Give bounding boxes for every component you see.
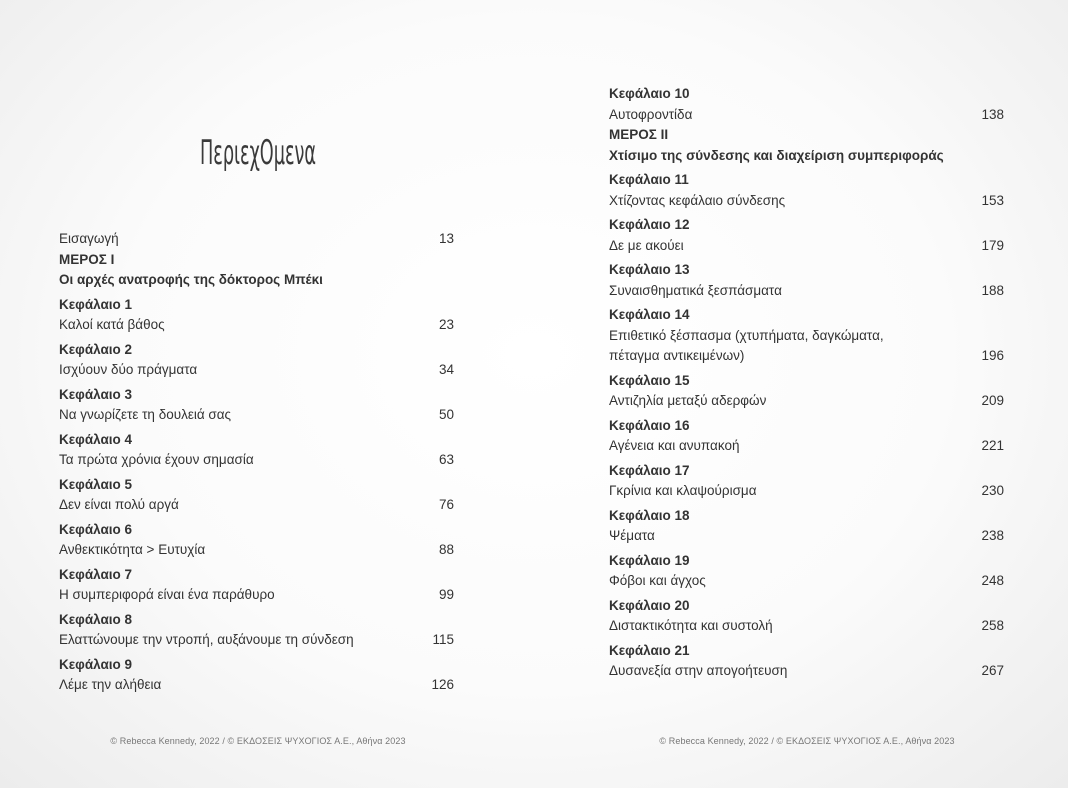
toc-entry-title: Καλοί κατά βάθος — [59, 317, 165, 332]
toc-entry-title: Κεφάλαιο 15 — [609, 372, 690, 388]
toc-entry-title: Εισαγωγή — [59, 231, 119, 246]
toc-entry-title: Οι αρχές ανατροφής της δόκτορος Μπέκι — [59, 272, 323, 287]
toc-entry-title: Κεφάλαιο 10 — [609, 86, 690, 101]
toc-entry-title: Επιθετικό ξέσπασμα (χτυπήματα, δαγκώματα, — [609, 327, 884, 343]
right-page — [534, 0, 1068, 788]
toc-heading — [609, 596, 1004, 617]
toc-list-right — [609, 84, 1004, 682]
toc-page-number: 196 — [981, 348, 1004, 363]
toc-heading — [59, 430, 454, 451]
toc-entry-title: Κεφάλαιο 12 — [609, 217, 690, 232]
toc-page-number: 179 — [981, 237, 1004, 253]
toc-page-number: 88 — [438, 542, 454, 557]
toc-entry-title: Ισχύουν δύο πράγματα — [59, 362, 198, 377]
toc-entry-title: Να γνωρίζετε τη δουλειά σας — [59, 407, 232, 422]
toc-entry — [59, 315, 454, 336]
toc-page-number: 99 — [438, 587, 454, 602]
toc-entry-title: Κεφάλαιο 19 — [609, 552, 690, 568]
toc-entry — [59, 630, 454, 651]
toc-heading — [609, 506, 1004, 527]
toc-entry-title: Κεφάλαιο 7 — [59, 566, 133, 582]
toc-entry-title: Κεφάλαιο 4 — [59, 431, 133, 447]
toc-page-number: 221 — [981, 438, 1004, 453]
toc-heading — [59, 340, 454, 361]
toc-entry — [59, 229, 454, 250]
toc-heading — [59, 385, 454, 406]
toc-heading — [609, 84, 1004, 105]
toc-entry-title: Κεφάλαιο 6 — [59, 521, 133, 537]
toc-entry — [609, 236, 1004, 257]
toc-heading — [609, 146, 1004, 167]
toc-entry — [609, 326, 1004, 347]
toc-heading — [59, 295, 454, 316]
toc-page-number: 34 — [438, 362, 454, 377]
toc-entry-title: Κεφάλαιο 3 — [59, 386, 133, 402]
toc-list-left — [59, 229, 454, 696]
toc-entry-title: Κεφάλαιο 2 — [59, 341, 133, 357]
toc-entry — [59, 585, 454, 606]
toc-entry-title: Κεφάλαιο 18 — [609, 507, 690, 523]
toc-entry-title: Κεφάλαιο 17 — [609, 462, 690, 478]
toc-entry-title: Λέμε την αλήθεια — [59, 677, 162, 692]
toc-page-number: 238 — [981, 528, 1004, 543]
toc-heading — [59, 655, 454, 676]
toc-entry-title: ΜΕΡΟΣ ΙΙ — [609, 127, 669, 142]
toc-entry — [59, 495, 454, 516]
toc-entry — [609, 526, 1004, 547]
toc-heading — [59, 610, 454, 631]
toc-entry-title: Χτίσιμο της σύνδεσης και διαχείριση συμπεριφοράς — [609, 147, 944, 163]
toc-entry — [59, 675, 454, 696]
toc-entry-title: ΜΕΡΟΣ Ι — [59, 251, 115, 267]
toc-heading — [609, 215, 1004, 236]
toc-page-number: 63 — [438, 452, 454, 467]
toc-entry-title: Διστακτικότητα και συστολή — [609, 618, 773, 633]
toc-heading — [59, 270, 454, 291]
toc-entry — [609, 105, 1004, 126]
toc-heading — [59, 520, 454, 541]
toc-heading — [609, 260, 1004, 281]
toc-entry-title: Αγένεια και ανυπακοή — [609, 438, 740, 453]
toc-heading — [59, 565, 454, 586]
toc-entry-title: Κεφάλαιο 9 — [59, 656, 133, 672]
toc-entry-title: Δυσανεξία στην απογοήτευση — [609, 663, 788, 678]
toc-entry-title: Κεφάλαιο 8 — [59, 611, 133, 627]
toc-entry — [59, 360, 454, 381]
toc-entry-title: Κεφάλαιο 16 — [609, 417, 690, 433]
toc-entry — [609, 616, 1004, 637]
toc-page-number: 13 — [438, 231, 454, 246]
toc-page-number: 248 — [981, 573, 1004, 588]
copyright-footer-right: © Rebecca Kennedy, 2022 / © ΕΚΔΟΣΕΙΣ ΨΥΧΟΓΙΟΣ Α.Ε., Αθήνα 2023 — [659, 736, 955, 746]
toc-entry-title: Αυτοφροντίδα — [609, 106, 693, 122]
toc-entry — [59, 405, 454, 426]
toc-entry-title: Φόβοι και άγχος — [609, 573, 706, 588]
toc-page-number: 267 — [981, 663, 1004, 678]
toc-entry-title: Χτίζοντας κεφάλαιο σύνδεσης — [609, 192, 786, 208]
toc-page-number: 209 — [981, 393, 1004, 408]
toc-entry-title: Δεν είναι πολύ αργά — [59, 497, 179, 512]
toc-entry — [609, 481, 1004, 502]
toc-entry-title: Κεφάλαιο 1 — [59, 296, 133, 312]
toc-entry-title: Δε με ακούει — [609, 237, 684, 253]
toc-entry-title: Ελαττώνουμε την ντροπή, αυξάνουμε τη σύνδεση — [59, 632, 354, 647]
toc-page-number: 115 — [432, 632, 454, 647]
toc-entry — [59, 450, 454, 471]
toc-page-number: 126 — [431, 677, 454, 692]
toc-entry-title: Ψέματα — [609, 528, 655, 543]
copyright-footer-left: © Rebecca Kennedy, 2022 / © ΕΚΔΟΣΕΙΣ ΨΥΧΟΓΙΟΣ Α.Ε., Αθήνα 2023 — [110, 736, 406, 746]
toc-page-number: 153 — [981, 192, 1004, 208]
toc-heading — [59, 250, 454, 271]
toc-heading — [609, 641, 1004, 662]
toc-entry-title: Συναισθηματικά ξεσπάσματα — [609, 282, 782, 298]
toc-entry-title: Ανθεκτικότητα > Ευτυχία — [59, 542, 206, 557]
toc-heading — [609, 371, 1004, 392]
toc-entry-title: Κεφάλαιο 21 — [609, 642, 690, 658]
toc-page-number: 188 — [981, 282, 1004, 298]
toc-heading — [609, 461, 1004, 482]
toc-entry-title: Η συμπεριφορά είναι ένα παράθυρο — [59, 587, 275, 602]
toc-page-number: 138 — [981, 106, 1004, 122]
toc-entry-title: πέταγμα αντικειμένων) — [609, 348, 745, 363]
page-title: ΠεριεχΟμενα — [199, 133, 317, 173]
toc-entry-title: Κεφάλαιο 20 — [609, 597, 690, 613]
toc-entry-title: Κεφάλαιο 14 — [609, 307, 690, 322]
toc-entry-title: Τα πρώτα χρόνια έχουν σημασία — [59, 452, 254, 467]
toc-entry — [609, 661, 1004, 682]
toc-page-number: 50 — [438, 407, 454, 422]
toc-page-number: 76 — [438, 497, 454, 512]
toc-page-number: 230 — [981, 483, 1004, 498]
toc-entry — [609, 571, 1004, 592]
toc-page-number: 258 — [981, 618, 1004, 633]
toc-entry — [609, 281, 1004, 302]
toc-heading — [609, 551, 1004, 572]
toc-heading — [59, 475, 454, 496]
toc-entry-title: Κεφάλαιο 11 — [609, 172, 689, 187]
toc-entry — [609, 191, 1004, 212]
toc-entry-title: Κεφάλαιο 5 — [59, 476, 133, 492]
toc-heading — [609, 125, 1004, 146]
toc-entry — [59, 540, 454, 561]
toc-heading — [609, 416, 1004, 437]
toc-entry — [609, 391, 1004, 412]
toc-entry — [609, 346, 1004, 367]
toc-heading — [609, 170, 1004, 191]
toc-entry-title: Γκρίνια και κλαψούρισμα — [609, 483, 757, 498]
toc-entry-title: Κεφάλαιο 13 — [609, 262, 690, 277]
toc-entry — [609, 436, 1004, 457]
toc-entry-title: Αντιζηλία μεταξύ αδερφών — [609, 393, 767, 408]
toc-heading — [609, 305, 1004, 326]
toc-page-number: 23 — [438, 317, 454, 332]
